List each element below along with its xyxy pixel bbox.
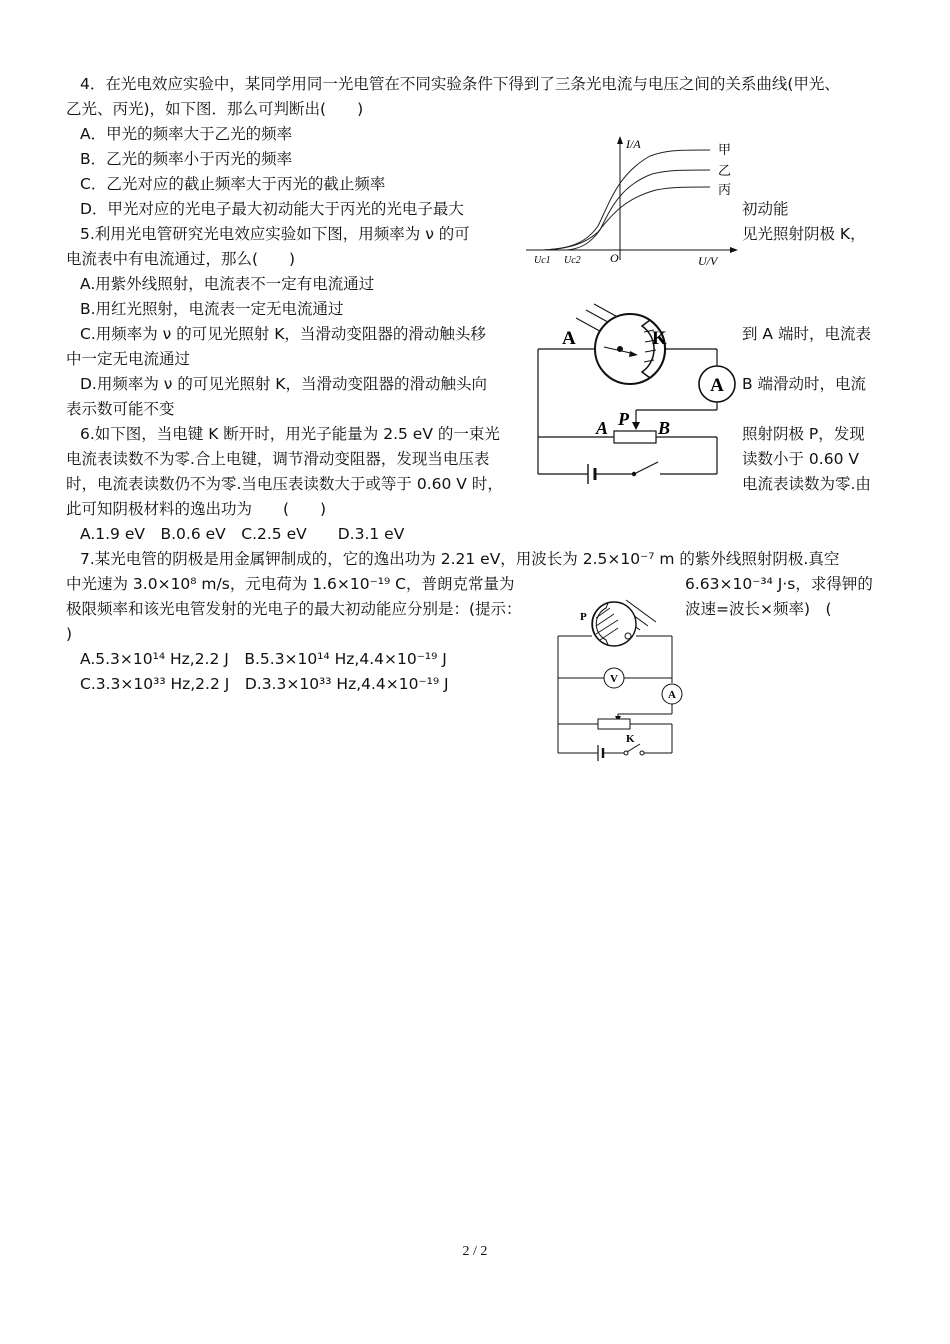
switch-k-label: K [626, 733, 635, 745]
q6-line4: 此可知阴极材料的逸出功为 ( ) [66, 500, 327, 518]
q5-stem-line2: 电流表中有电流通过，那么( ) [66, 250, 296, 268]
iu-graph [520, 132, 740, 272]
graph-uc1-label: Uc1 [534, 255, 551, 266]
q4-option-a: A．甲光的频率大于乙光的频率 [80, 125, 293, 143]
q7-line3: 极限频率和该光电管发射的光电子的最大初动能应分别是：(提示： [66, 600, 522, 618]
q4-stem-line2: 乙光、丙光)，如下图．那么可判断出( ) [66, 100, 364, 118]
curve-label-yi: 乙 [718, 164, 732, 179]
cathode-label: K [652, 328, 667, 349]
curve-label-bing: 丙 [718, 183, 732, 198]
graph-origin-label: O [610, 251, 619, 265]
ammeter-small-label: A [668, 689, 676, 701]
q5-option-d: D.用频率为 ν 的可见光照射 K，当滑动变阻器的滑动触头向 [80, 375, 487, 393]
q7-options-ab: A.5.3×10¹⁴ Hz,2.2 J B.5.3×10¹⁴ Hz,4.4×10⁻¹⁹ J [80, 650, 447, 668]
q6-line3-end: 电流表读数为零.由 [742, 475, 871, 493]
q5-option-d-end: B 端滑动时，电流 [742, 375, 867, 393]
q5-stem-line1: 5.利用光电管研究光电效应实验如下图，用频率为 ν 的可 [80, 225, 470, 243]
graph-x-axis-label: U/V [698, 254, 718, 268]
q7-options-cd: C.3.3×10³³ Hz,2.2 J D.3.3×10³³ Hz,4.4×10⁻¹⁹ J [80, 675, 449, 693]
graph-uc2-label: Uc2 [564, 255, 581, 266]
voltmeter-label: V [610, 673, 618, 685]
ammeter-label: A [710, 375, 724, 396]
curve-label-jia: 甲 [718, 143, 732, 158]
q4-option-d-end: 初动能 [742, 200, 789, 218]
cathode-p-label: P [580, 611, 587, 623]
q7-line3-end: 波速=波长×频率) ( [685, 600, 832, 618]
q6-line3: 时，电流表读数仍不为零.当电压表读数大于或等于 0.60 V 时， [66, 475, 503, 493]
q5-option-c-line2: 中一定无电流通过 [66, 350, 191, 368]
q7-line4: ) [66, 625, 73, 643]
rheostat-end-b-label: B [658, 418, 671, 438]
q5-option-a: A.用紫外线照射，电流表不一定有电流通过 [80, 275, 375, 293]
q4-option-c: C．乙光对应的截止频率大于丙光的截止频率 [80, 175, 386, 193]
page-number: 2 / 2 [462, 1244, 488, 1259]
graph-y-axis-label: I/A [626, 137, 641, 151]
rheostat-slider-label: P [618, 409, 629, 429]
q5-stem-line1-end: 见光照射阴极 K， [742, 225, 866, 243]
q7-line2-end: 6.63×10⁻³⁴ J·s，求得钾的 [685, 575, 873, 593]
q6-line2-end: 读数小于 0.60 V [742, 450, 859, 468]
q4-option-d: D．甲光对应的光电子最大初动能大于丙光的光电子最大 [80, 200, 464, 218]
q6-line2: 电流表读数不为零.合上电键，调节滑动变阻器，发现当电压表 [66, 450, 490, 468]
q4-stem-line1: 4．在光电效应实验中，某同学用同一光电管在不同实验条件下得到了三条光电流与电压之间的关系曲线(甲光、 [80, 75, 840, 93]
q7-line2: 中光速为 3.0×10⁸ m/s，元电荷为 1.6×10⁻¹⁹ C，普朗克常量为 [66, 575, 515, 593]
q6-options: A.1.9 eV B.0.6 eV C.2.5 eV D.3.1 eV [80, 525, 405, 543]
q6-line1: 6.如下图，当电键 K 断开时，用光子能量为 2.5 eV 的一束光 [80, 425, 500, 443]
q5-option-c: C.用频率为 ν 的可见光照射 K，当滑动变阻器的滑动触头移 [80, 325, 486, 343]
q6-line1-end: 照射阴极 P，发现 [742, 425, 865, 443]
anode-label: A [562, 328, 576, 349]
q5-option-c-end: 到 A 端时，电流表 [742, 325, 871, 343]
q4-option-b: B．乙光的频率小于丙光的频率 [80, 150, 293, 168]
voltmeter-circuit [552, 598, 692, 768]
rheostat-end-a-label: A [596, 418, 609, 438]
q5-option-b: B.用红光照射，电流表一定无电流通过 [80, 300, 344, 318]
q5-option-d-line2: 表示数可能不变 [66, 400, 175, 418]
q7-line1: 7.某光电管的阴极是用金属钾制成的，它的逸出功为 2.21 eV，用波长为 2.5×10⁻⁷ m 的紫外线照射阴极.真空 [80, 550, 840, 568]
phototube-circuit [534, 300, 744, 485]
